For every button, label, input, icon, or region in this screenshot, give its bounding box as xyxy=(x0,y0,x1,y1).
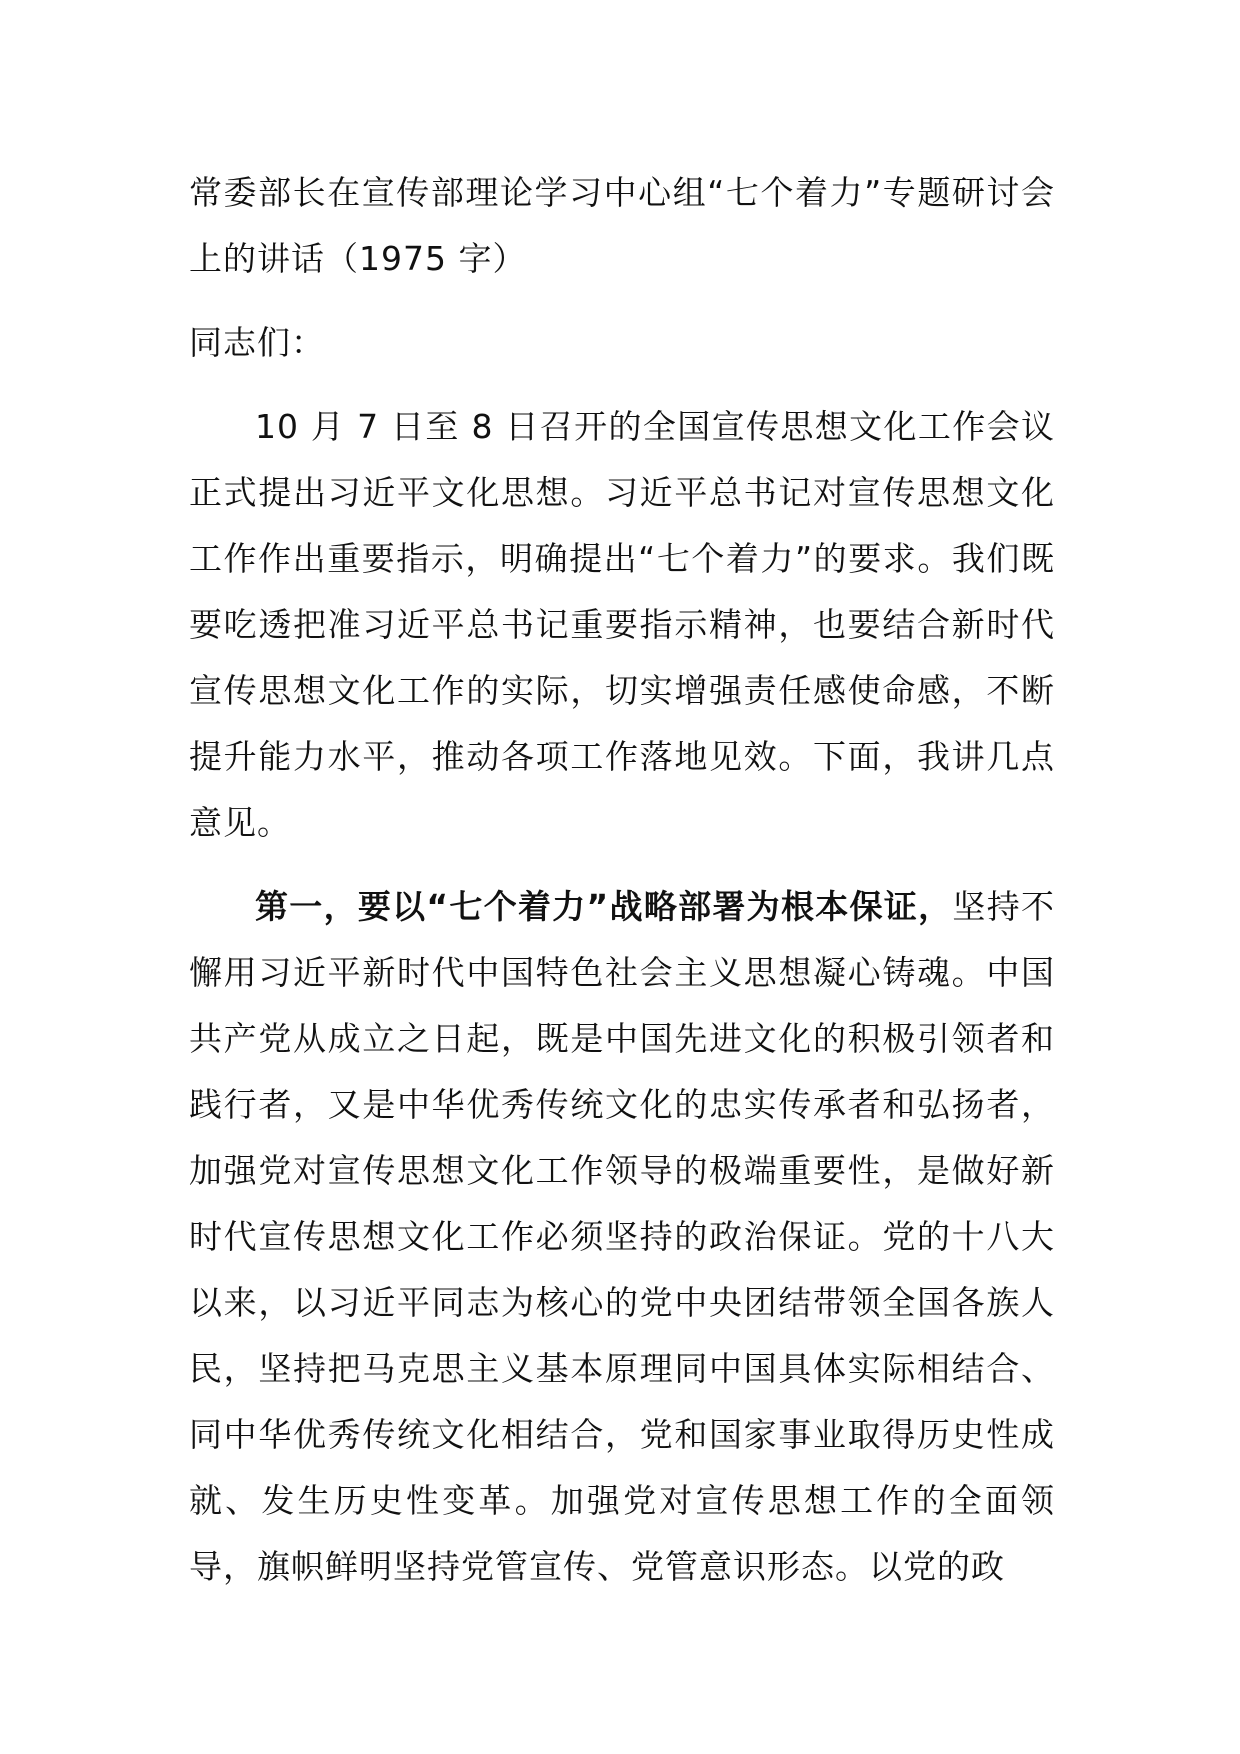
paragraph-lead: 第一，要以“七个着力”战略部署为根本保证， xyxy=(255,887,953,926)
greeting: 同志们： xyxy=(189,323,325,362)
paragraph-text: 坚持不懈用习近平新时代中国特色社会主义思想凝心铸魂。中国共产党从成立之日起，既是中国先进文化的积极引领者和践行者，又是中华优秀传统文化的忠实传承者和弘扬者，加强党对宣传思想文化工作领导的极端重要性，是做好新时代宣传思想文化工作必须坚持的政治保证。党的十八大以来，以习近平同志为核心的党中央团结带领全国各族人民，坚持把马克思主义基本原理同中国具体实际相结合、同中华优秀传统文化相结合，党和国家事业取得历史性成就、发生历史性变革。加强党对宣传思想工作的全面领导，旗帜鲜明坚持党管宣传、党管意识形态。以党的政 xyxy=(189,887,1055,1586)
document-body xyxy=(189,160,1055,1600)
paragraph-text: 10 月 7 日至 8 日召开的全国宣传思想文化工作会议正式提出习近平文化思想。习近平总书记对宣传思想文化工作作出重要指示，明确提出“七个着力”的要求。我们既要吃透把准习近平总书记重要指示精神，也要结合新时代宣传思想文化工作的实际，切实增强责任感使命感，不断提升能力水平，推动各项工作落地见效。下面，我讲几点意见。 xyxy=(189,407,1055,842)
paragraph-intro xyxy=(189,394,1055,856)
document-title: 常委部长在宣传部理论学习中心组“七个着力”专题研讨会上的讲话（1975 字） xyxy=(189,173,1055,278)
paragraph-first-point xyxy=(189,874,1055,1600)
